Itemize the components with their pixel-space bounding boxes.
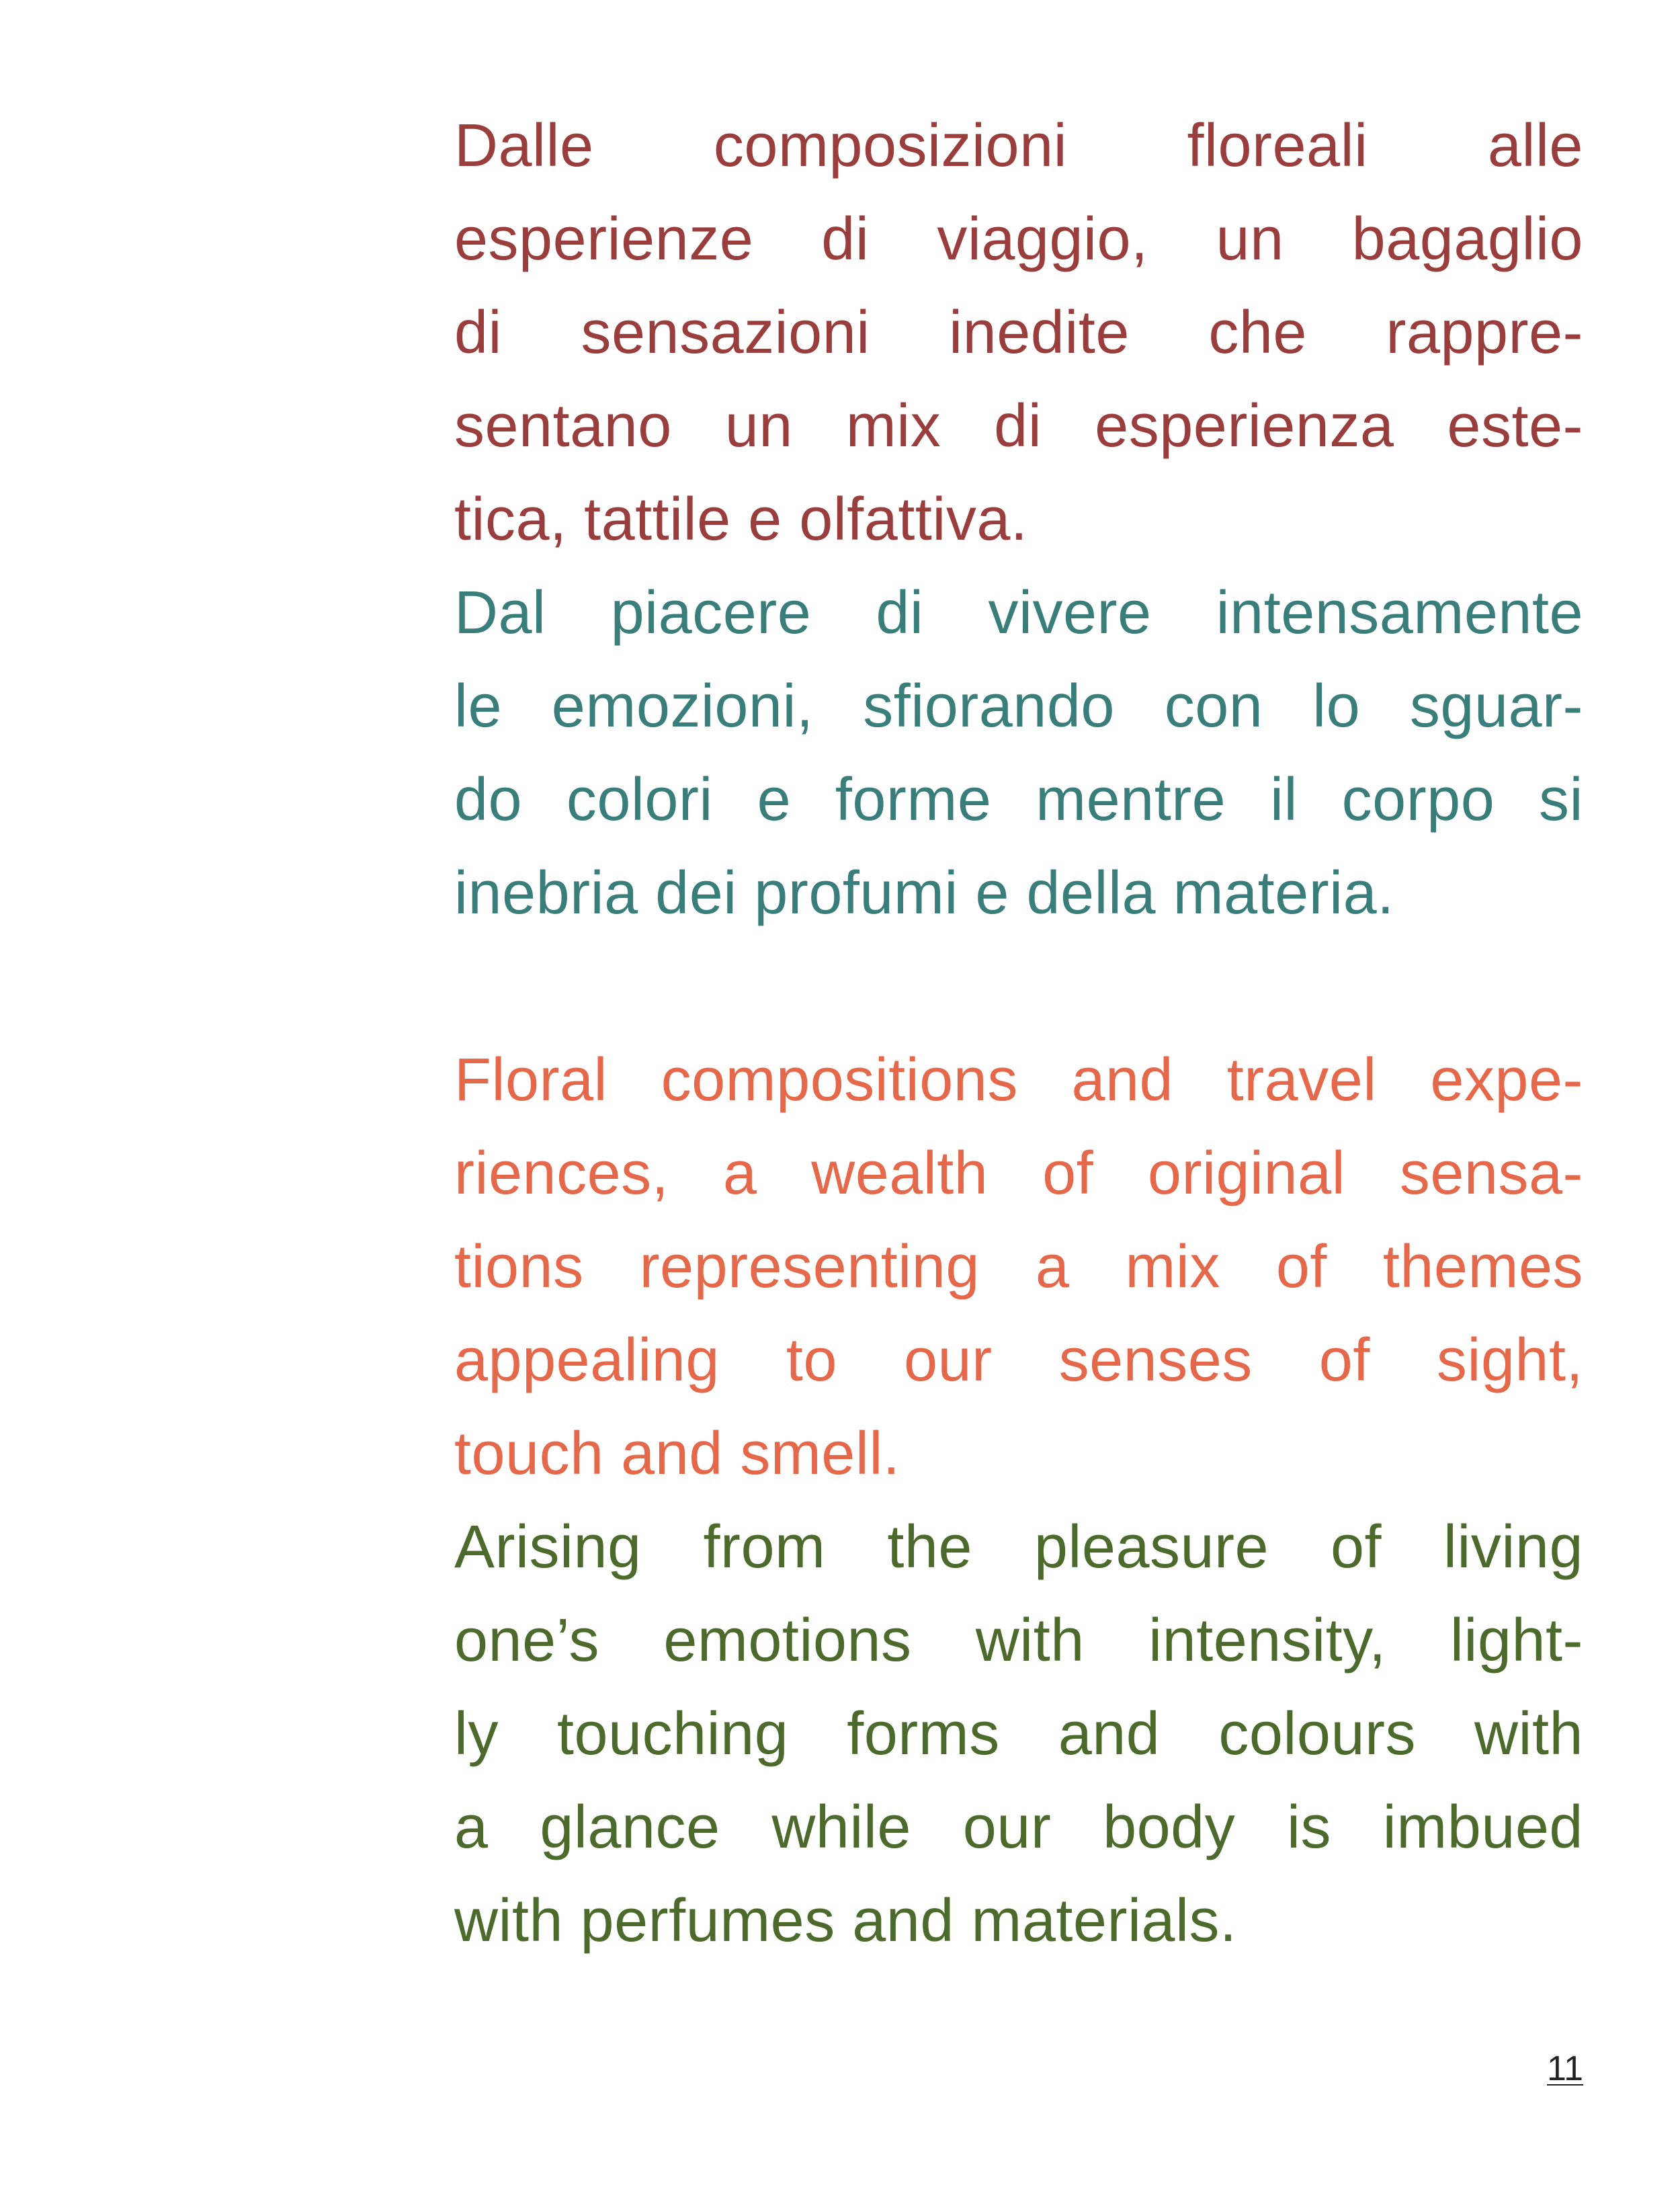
- text-line: sentano un mix di esperienza este-: [454, 393, 1583, 460]
- text-line: appealing to our senses of sight,: [454, 1327, 1583, 1394]
- text-line: Dal piacere di vivere intensamente: [454, 579, 1583, 647]
- text-line: do colori e forme mentre il corpo si: [454, 766, 1583, 833]
- text-line: tica, tattile e olfattiva.: [454, 486, 1028, 553]
- text-line: di sensazioni inedite che rappre-: [454, 299, 1583, 366]
- text-line: Arising from the pleasure of living: [454, 1514, 1583, 1581]
- text-line: esperienze di viaggio, un bagaglio: [454, 206, 1583, 273]
- english-paragraph-1: [454, 1034, 1583, 1501]
- text-line: Dalle composizioni floreali alle: [454, 112, 1583, 179]
- text-line: one’s emotions with intensity, light-: [454, 1607, 1583, 1674]
- text-line: inebria dei profumi e della materia.: [454, 860, 1394, 927]
- text-line: a glance while our body is imbued: [454, 1794, 1583, 1861]
- text-line: with perfumes and materials.: [454, 1887, 1237, 1954]
- paragraph-spacer: [454, 940, 1583, 1034]
- text-column: [454, 99, 1583, 1968]
- english-paragraph-2: [454, 1501, 1583, 1968]
- text-line: le emozioni, sfiorando con lo sguar-: [454, 673, 1583, 740]
- italian-paragraph-1: [454, 99, 1583, 567]
- italian-paragraph-2: [454, 567, 1583, 940]
- page-number: 11: [1547, 2049, 1583, 2088]
- text-line: riences, a wealth of original sensa-: [454, 1140, 1583, 1207]
- text-line: touch and smell.: [454, 1420, 900, 1487]
- text-line: tions representing a mix of themes: [454, 1233, 1583, 1301]
- text-line: ly touching forms and colours with: [454, 1700, 1583, 1768]
- text-line: Floral compositions and travel expe-: [454, 1046, 1583, 1114]
